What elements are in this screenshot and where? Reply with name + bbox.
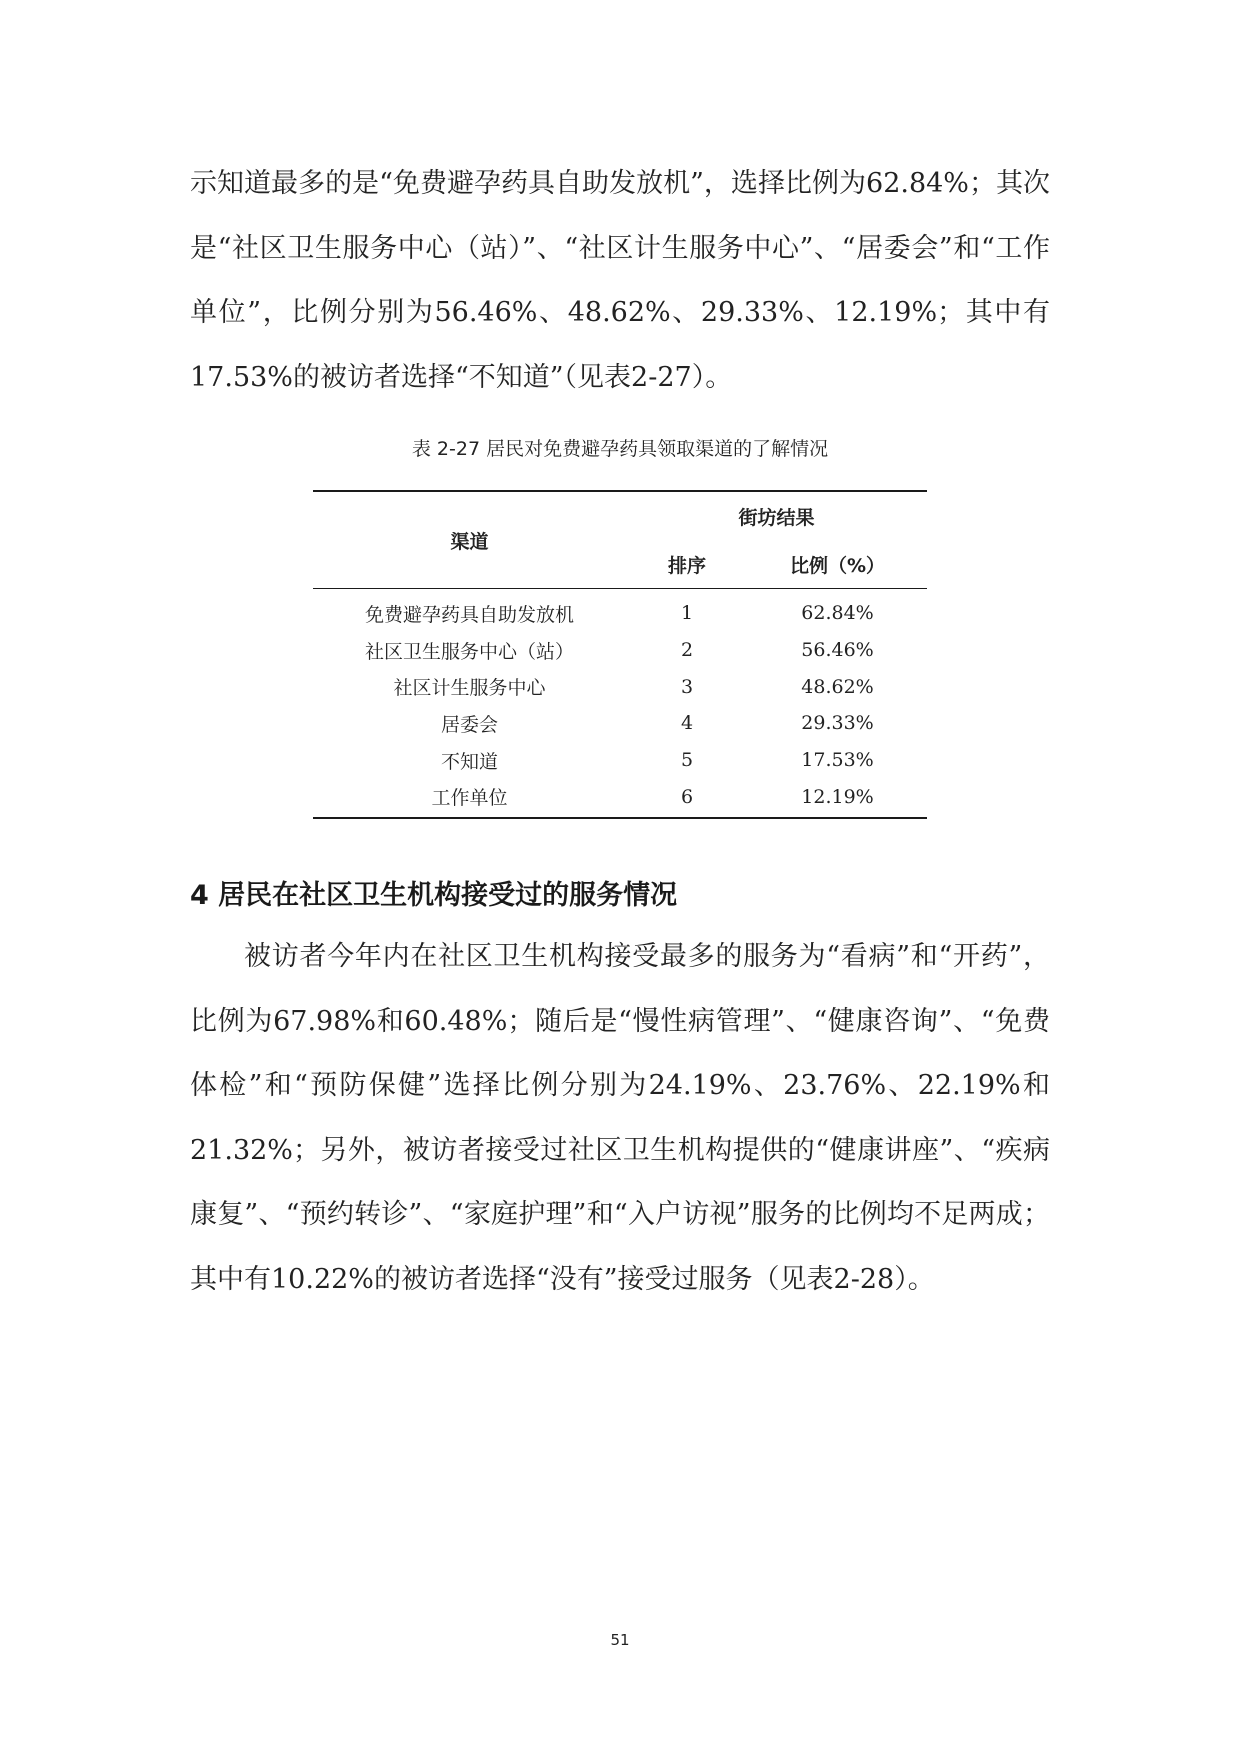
cell-ratio: 12.19%: [801, 785, 874, 808]
channel-table: [313, 490, 927, 819]
table-row: [313, 589, 927, 632]
cell-channel: 不知道: [440, 750, 498, 773]
table-row: [313, 632, 927, 669]
cell-channel: 社区计生服务中心: [393, 677, 546, 700]
body-paragraph: 被访者今年内在社区卫生机构接受最多的服务为“看病”和“开药”，比例为67.98%和60.48%；随后是“慢性病管理”、“健康咨询”、“免费体检”和“预防保健”选择比例分别为24.19%、23.76%、22.19%和21.32%；另外，被访者接受过社区卫生机构提供的“健康讲座”、“疾病康复”、“预约转诊”、“家庭护理”和“入户访视”服务的比例均不足两成；其中有10.22%的被访者选择“没有”接受过服务（见表2-28）。: [190, 941, 1050, 1295]
cell-rank: 2: [680, 639, 694, 662]
table-header: [313, 491, 927, 589]
cell-ratio: 56.46%: [801, 639, 874, 662]
header-rank: 排序: [626, 540, 748, 589]
table-body: [313, 589, 927, 819]
cell-ratio: 62.84%: [801, 602, 874, 625]
table-row: [313, 705, 927, 742]
header-channel: 渠道: [313, 491, 626, 589]
cell-channel: 居委会: [440, 713, 498, 736]
cell-rank: 1: [680, 602, 694, 625]
cell-ratio: 48.62%: [801, 675, 874, 698]
table-row: [313, 778, 927, 818]
cell-channel: 工作单位: [431, 787, 508, 810]
cell-channel: 免费避孕药具自助发放机: [364, 603, 574, 626]
header-ratio: 比例（%）: [748, 540, 927, 589]
header-group: 街坊结果: [738, 506, 815, 529]
cell-ratio: 17.53%: [801, 749, 874, 772]
table-row: [313, 742, 927, 779]
cell-rank: 3: [680, 675, 694, 698]
intro-paragraph: 示知道最多的是“免费避孕药具自助发放机”，选择比例为62.84%；其次是“社区卫生服务中心（站）”、“社区计生服务中心”、“居委会”和“工作单位”，比例分别为56.46%、48.62%、29.33%、12.19%；其中有17.53%的被访者选择“不知道”（见表2-27）。: [190, 168, 1050, 393]
table-caption: 表 2-27 居民对免费避孕药具领取渠道的了解情况: [411, 438, 829, 460]
cell-rank: 4: [680, 712, 694, 735]
cell-rank: 5: [680, 749, 694, 772]
table-row: [313, 668, 927, 705]
cell-channel: 社区卫生服务中心（站）: [364, 640, 574, 663]
cell-ratio: 29.33%: [801, 712, 874, 735]
channel-table-container: [313, 490, 927, 819]
page-number: 51: [610, 1631, 630, 1649]
cell-rank: 6: [680, 785, 694, 808]
section-heading: 4 居民在社区卫生机构接受过的服务情况: [190, 880, 678, 911]
